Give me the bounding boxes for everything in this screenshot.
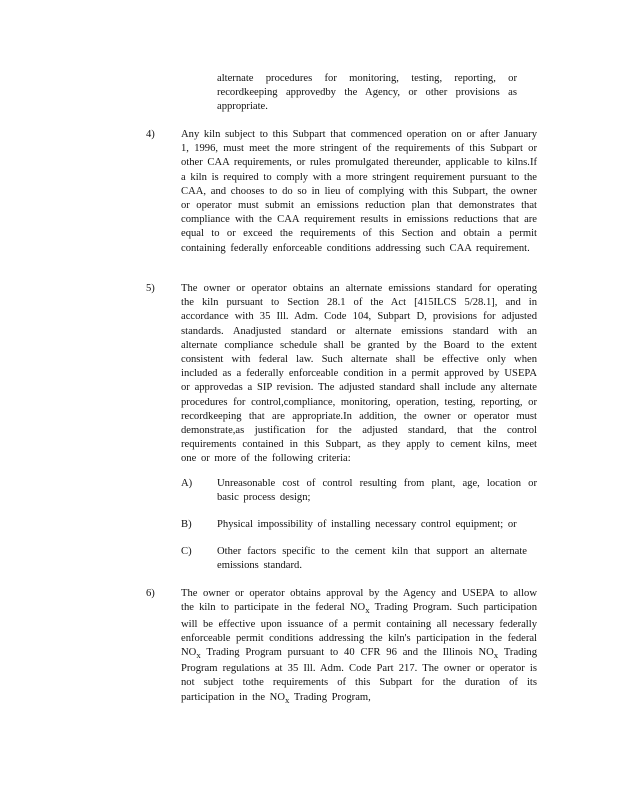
item-5-number: 5)	[146, 283, 155, 294]
item-6-paragraph	[181, 587, 537, 707]
item-6-number: 6)	[146, 588, 155, 599]
continuation-paragraph: alternate procedures for monitoring, testing, reporting, or recordkeeping approvedby the Agency, or other provisions as appropriate.	[217, 73, 517, 113]
item-5-paragraph: The owner or operator obtains an alternate emissions standard for operating the kiln pursuant to Section 28.1 of the Act [415ILCS 5/28.1], and in accordance with 35 Ill. Adm. Code 104, Subpart D, provisions for adjusted standards. Anadjusted standard or alternate emissions standard with an alternate compliance schedule shall be granted by the Board to the extent consistent with federal law. Such alternate shall be effective only when included as a federally enforceable condition in a permit approved by USEPA or approvedas a SIP revision. The adjusted standard shall include any alternate procedures for control,compliance, monitoring, operation, testing, reporting, or recordkeeping that are appropriate.In addition, the owner or operator must demonstrate,as justification for the adjusted standard, that the control requirements contained in this Subpart, as they apply to cement kilns, meet one or more of the following criteria:	[181, 283, 537, 465]
item-6-text-a: The owner or operator obtains approval by the Agency and USEPA to allow the kiln to participate in the federal NO	[181, 588, 537, 614]
subitem-b-letter: B)	[181, 519, 192, 530]
item-6-text-d: Trading Program regulations at 35 Ill. Adm. Code Part 217. The owner or operator is not subject tothe requirements of this Subpart for the duration of its participation in the NO	[181, 646, 537, 703]
item-4-paragraph: Any kiln subject to this Subpart that commenced operation on or after January 1, 1996, must meet the more stringent of the requirements of this Subpart or other CAA requirements, or rules promulgated thereunder, applicable to kilns.If a kiln is required to comply with a more stringent requirement pursuant to the CAA, and chooses to do so in lieu of complying with this Subpart, the owner or operator must submit an emissions reduction plan that demonstrates that compliance with the CAA requirement results in emissions reductions that are equal to or exceed the requirements of this Section and obtain a permit containing federally enforceable conditions addressing such CAA requirement.	[181, 129, 537, 254]
item-6-text-c: Trading Program pursuant to 40 CFR 96 and the Illinois NO	[206, 646, 494, 658]
subitem-a-letter: A)	[181, 478, 193, 489]
item-4-number: 4)	[146, 129, 155, 140]
item-6-sub-d: x	[284, 694, 290, 705]
item-6-sub-c: x	[493, 650, 499, 661]
item-6-text-b: Trading Program. Such participation will be effective upon issuance of a permit containing all necessary federally enforceable permit conditions addressing the kiln's participation in the federal NO	[181, 602, 537, 658]
subitem-c-paragraph: Other factors specific to the cement kiln that support an alternate emissions standard.	[217, 546, 527, 572]
item-6-sub-a: x	[365, 605, 370, 616]
item-6-sub-b: x	[196, 650, 201, 661]
item-6-text-e: Trading Program,	[293, 691, 371, 703]
subitem-c-letter: C)	[181, 546, 192, 557]
subitem-b-paragraph: Physical impossibility of installing necessary control equipment; or	[217, 519, 517, 530]
subitem-a-paragraph: Unreasonable cost of control resulting from plant, age, location or basic process design;	[217, 478, 537, 504]
